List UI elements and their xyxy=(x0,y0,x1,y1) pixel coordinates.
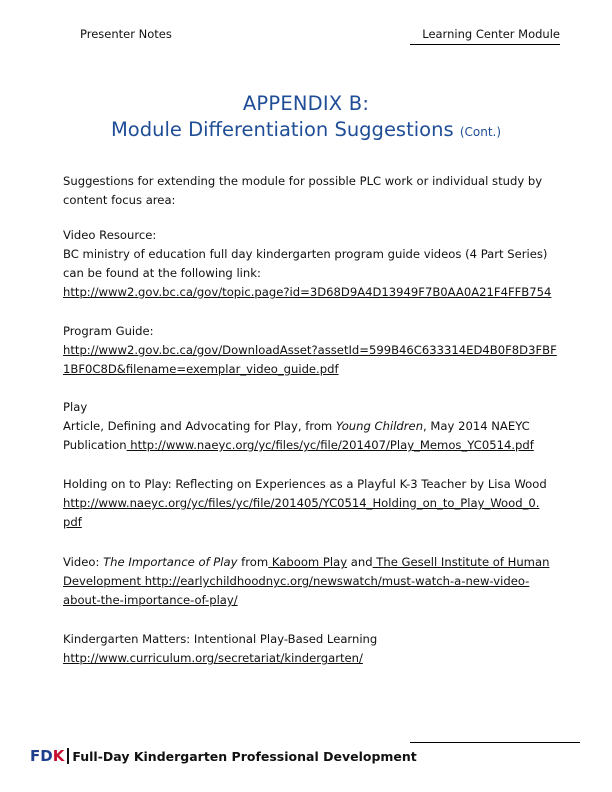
video-title: The Importance of Play xyxy=(103,555,238,569)
header-rule xyxy=(410,44,560,45)
footer-separator xyxy=(67,748,69,764)
intro-line-1: Suggestions for extending the module for possible PLC work or individual study by xyxy=(63,174,543,188)
kindergarten-link[interactable]: http://www.curriculum.org/secretariat/kindergarten/ xyxy=(63,651,363,665)
logo-f: F xyxy=(30,747,41,765)
video-section xyxy=(63,553,558,610)
gesell-link-2[interactable]: Development xyxy=(63,574,142,588)
kindergarten-heading: Kindergarten Matters: Intentional Play-Based Learning xyxy=(63,632,378,646)
video-and: and xyxy=(347,555,373,569)
play-section xyxy=(63,398,558,455)
gesell-link-1[interactable]: The Gesell Institute of Human xyxy=(372,555,550,569)
logo-d: D xyxy=(40,747,53,765)
play-article-text: Article, Defining and Advocating for Play, from xyxy=(63,419,336,433)
play-link[interactable]: http://www.naeyc.org/yc/files/yc/file/201407/Play_Memos_YC0514.pdf xyxy=(126,438,534,452)
footer-text: Full-Day Kindergarten Professional Development xyxy=(72,748,417,764)
video-url-2[interactable]: about-the-importance-of-play/ xyxy=(63,593,238,607)
subtitle-text: Module Differentiation Suggestions xyxy=(110,118,454,141)
play-heading: Play xyxy=(63,400,88,414)
video-line-2 xyxy=(63,572,558,591)
video-resource-line-1: BC ministry of education full day kindergarten program guide videos (4 Part Series) xyxy=(63,247,548,261)
program-guide-link-2[interactable]: 1BF0C8D&filename=exemplar_video_guide.pdf xyxy=(63,362,339,376)
fdk-logo xyxy=(30,747,64,765)
program-guide-section xyxy=(63,322,558,379)
play-publication-text: Publication xyxy=(63,438,127,452)
holding-link-2[interactable]: pdf xyxy=(63,515,82,529)
intro-paragraph xyxy=(63,172,558,210)
holding-link-1[interactable]: http://www.naeyc.org/yc/files/yc/file/201405/YC0514_Holding_on_to_Play_Wood_0. xyxy=(63,496,540,510)
program-guide-link-1[interactable]: http://www2.gov.bc.ca/gov/DownloadAsset?assetId=599B46C633314ED4B0F8D3FBF xyxy=(63,343,557,357)
subtitle-cont: (Cont.) xyxy=(459,125,502,139)
play-line-1 xyxy=(63,417,558,436)
program-guide-heading: Program Guide: xyxy=(63,324,154,338)
kaboom-play-link[interactable]: Kaboom Play xyxy=(268,555,348,569)
holding-heading: Holding on to Play: Reflecting on Experiences as a Playful K-3 Teacher by Lisa Wood xyxy=(63,477,547,491)
play-line-2 xyxy=(63,436,558,455)
play-date-text: , May 2014 NAEYC xyxy=(423,419,530,433)
appendix-subtitle xyxy=(0,118,612,141)
video-resource-heading: Video Resource: xyxy=(63,228,157,242)
video-url-1[interactable]: http://earlychildhoodnyc.org/newswatch/must-watch-a-new-video- xyxy=(141,574,530,588)
footer-banner xyxy=(30,747,417,765)
kindergarten-section xyxy=(63,630,558,668)
video-resource-link[interactable]: http://www2.gov.bc.ca/gov/topic.page?id=3D68D9A4D13949F7B0AA0A21F4FFB754 xyxy=(63,285,552,299)
video-from: from xyxy=(237,555,269,569)
header-presenter-notes: Presenter Notes xyxy=(80,27,172,41)
footer-rule xyxy=(410,742,580,743)
play-journal-title: Young Children xyxy=(335,419,424,433)
video-resource-line-2: can be found at the following link: xyxy=(63,266,261,280)
video-label: Video: xyxy=(63,555,104,569)
holding-section xyxy=(63,475,558,532)
logo-k: K xyxy=(52,747,65,765)
video-resource-section xyxy=(63,226,558,302)
intro-line-2: content focus area: xyxy=(63,193,176,207)
appendix-title: APPENDIX B: xyxy=(242,92,370,115)
video-line-1 xyxy=(63,553,558,572)
header-module-name: Learning Center Module xyxy=(422,27,560,41)
